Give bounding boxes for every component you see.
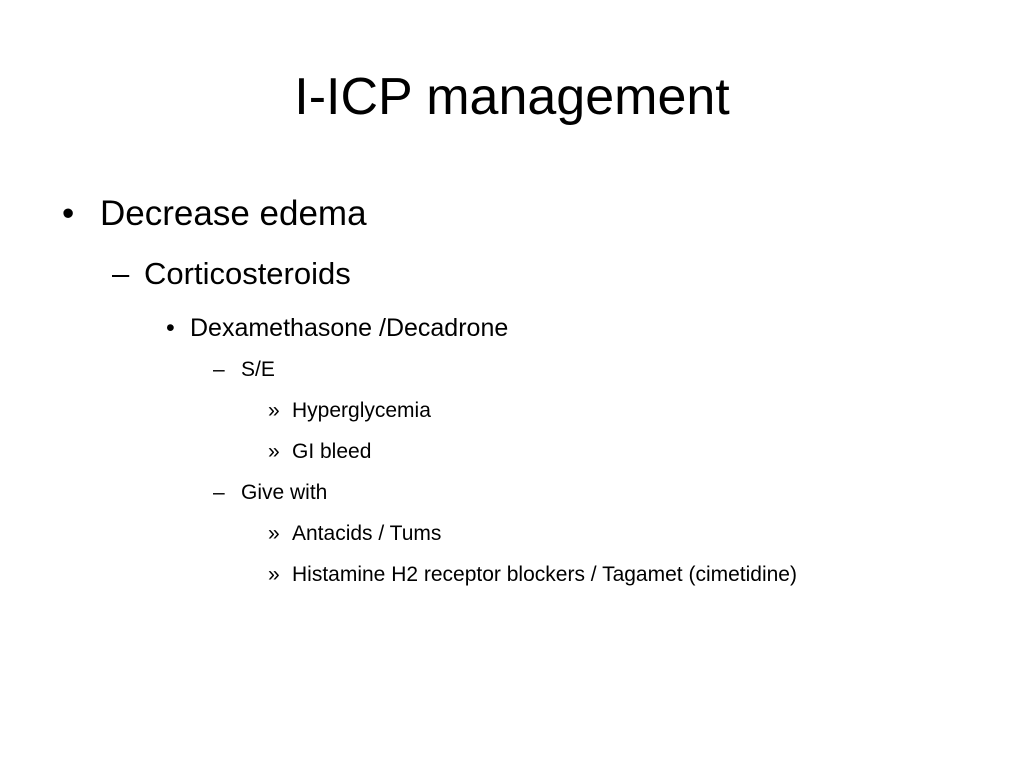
- bullet-side-effects: [213, 356, 275, 384]
- bullet-text: Give with: [241, 481, 328, 504]
- bullet-marker: •: [166, 314, 175, 342]
- bullet-decrease-edema: [62, 192, 367, 236]
- bullet-marker: •: [62, 194, 75, 233]
- bullet-hyperglycemia: [268, 397, 431, 425]
- dash-marker: –: [112, 256, 130, 291]
- bullet-text: Hyperglycemia: [292, 399, 431, 422]
- bullet-text: Decrease edema: [100, 194, 367, 233]
- bullet-text: Corticosteroids: [144, 256, 351, 291]
- bullet-antacids: [268, 520, 441, 548]
- bullet-text: Histamine H2 receptor blockers / Tagamet (cimetidine): [292, 563, 797, 586]
- bullet-corticosteroids: [112, 255, 351, 293]
- dash-marker: –: [213, 358, 225, 381]
- bullet-text: GI bleed: [292, 440, 372, 463]
- slide-title: I-ICP management: [294, 68, 730, 126]
- bullet-give-with: [213, 479, 327, 507]
- chevron-marker: »: [268, 563, 280, 586]
- bullet-dexamethasone: [166, 312, 508, 344]
- dash-marker: –: [213, 481, 225, 504]
- chevron-marker: »: [268, 440, 280, 463]
- chevron-marker: »: [268, 399, 280, 422]
- bullet-h2-blockers: [268, 561, 797, 589]
- bullet-text: Dexamethasone /Decadrone: [190, 314, 509, 342]
- bullet-gi-bleed: [268, 438, 371, 466]
- bullet-text: S/E: [241, 358, 275, 381]
- bullet-text: Antacids / Tums: [292, 522, 442, 545]
- chevron-marker: »: [268, 522, 280, 545]
